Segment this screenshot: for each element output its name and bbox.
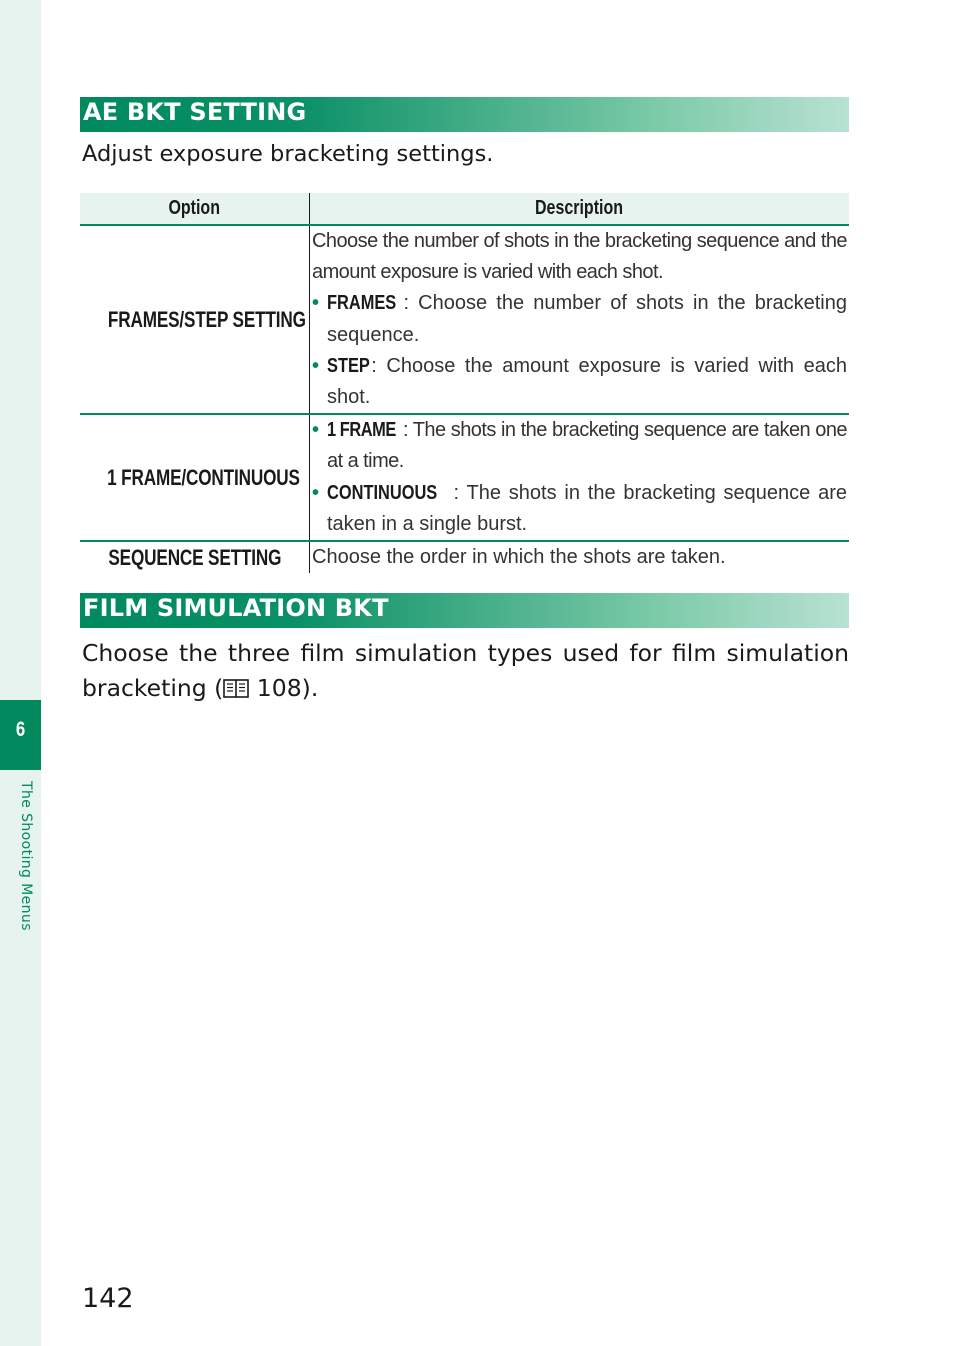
option-name: SEQUENCE SETTING [80, 541, 310, 573]
option-description [310, 414, 850, 541]
side-band [0, 0, 41, 1346]
list-item: • CONTINUOUS : The shots in the bracketing sequence are taken in a single burst. [312, 481, 847, 535]
section-title: AE BKT SETTING [83, 98, 307, 126]
section-header-ae-bkt [80, 97, 849, 132]
page-number: 142 [82, 1283, 134, 1314]
chapter-label: The Shooting Menus [18, 781, 34, 931]
book-icon [223, 679, 249, 698]
section-title: FILM SIMULATION BKT [83, 594, 389, 622]
option-description: Choose the order in which the shots are taken. [312, 546, 726, 569]
list-item: • FRAMES : Choose the number of shots in the bracketing sequence. [312, 292, 847, 346]
table-header-option: Option [80, 193, 310, 225]
option-name: FRAMES/STEP SETTING [80, 225, 310, 414]
list-item: • 1 FRAME : The shots in the bracketing sequence are taken one at a time. [312, 419, 847, 473]
section-header-film-simulation-bkt [80, 593, 849, 628]
table-row [80, 414, 849, 541]
option-name: 1 FRAME/CONTINUOUS [80, 414, 310, 541]
table-row [80, 541, 849, 573]
section-intro: Adjust exposure bracketing settings. [82, 141, 494, 167]
option-description: Choose the number of shots in the bracketing sequence and the amount exposure is varied with each shot. • FRAMES : Choose the number of shots in the bracketing sequence. • STEP: Choose the amount exposure is varied with each shot. [310, 225, 850, 414]
section-intro: Choose the three film simulation types used for film simulation bracketing ( 108). [82, 639, 849, 702]
table-header-description: Description [310, 193, 850, 225]
options-table [80, 193, 849, 573]
table-row [80, 225, 849, 414]
chapter-number: 6 [15, 718, 26, 741]
list-item: • STEP: Choose the amount exposure is varied with each shot. [312, 354, 847, 409]
